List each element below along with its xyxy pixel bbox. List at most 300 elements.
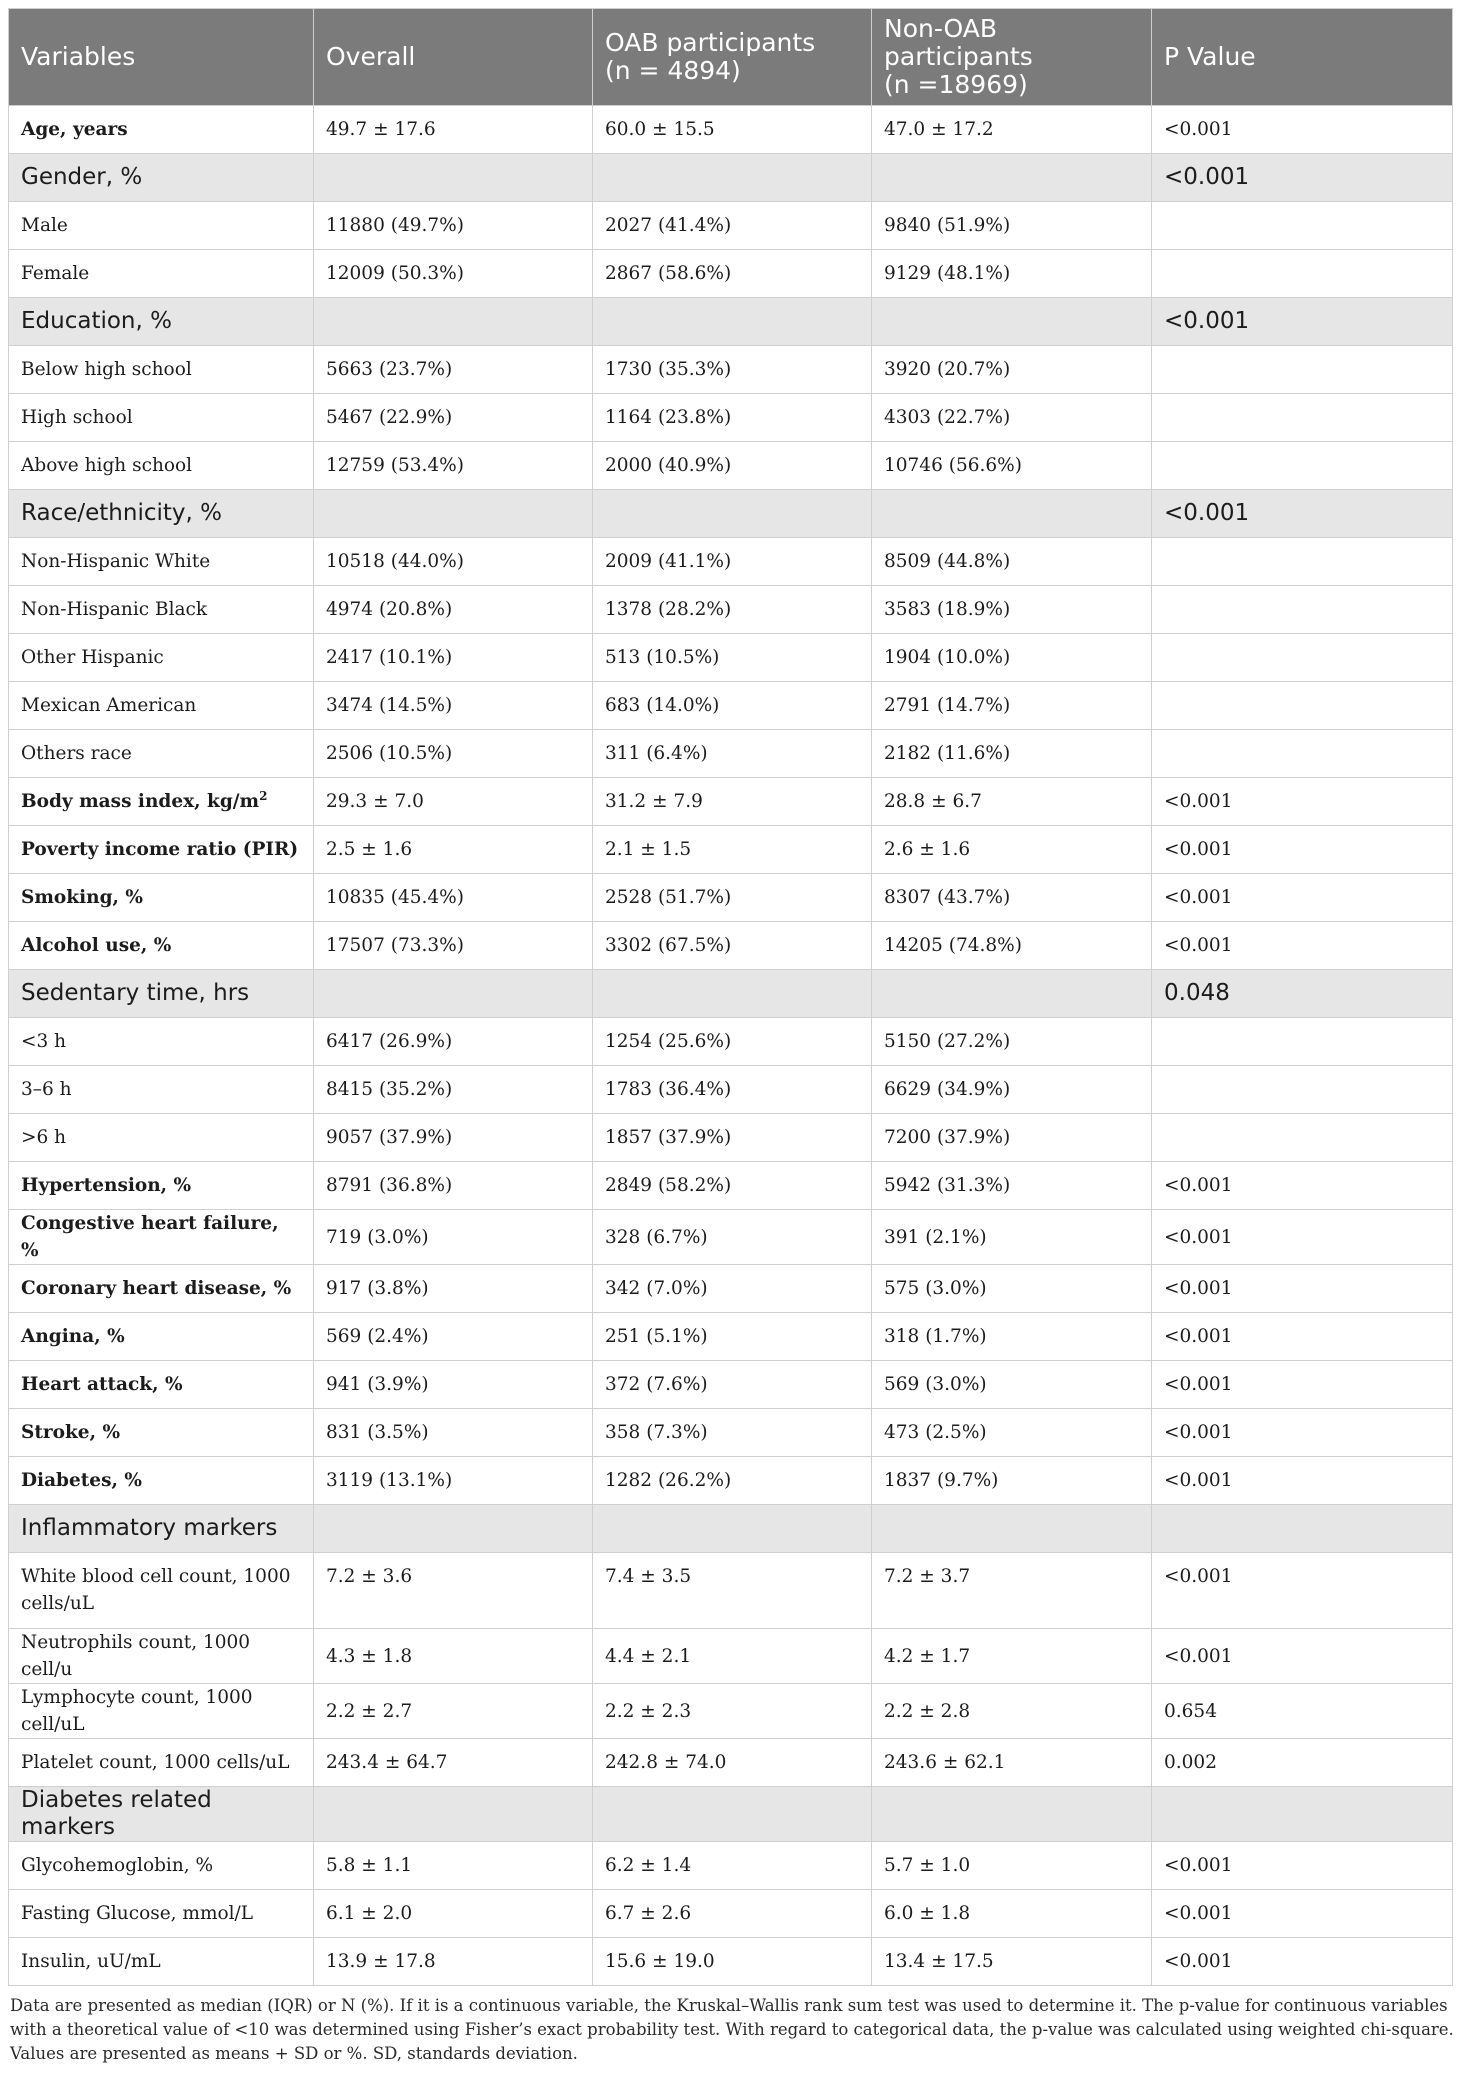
cell-value: 6.7 ± 2.6 bbox=[605, 1903, 692, 1924]
non-oab-cell bbox=[872, 922, 1152, 970]
section-header-row bbox=[9, 298, 1453, 346]
variable-cell bbox=[9, 538, 314, 586]
variable-label: Below high school bbox=[21, 359, 192, 380]
cell-value: 6.0 ± 1.8 bbox=[884, 1903, 971, 1924]
oab-cell bbox=[593, 442, 872, 490]
overall-cell bbox=[314, 1114, 593, 1162]
cell-value: 28.8 ± 6.7 bbox=[884, 791, 982, 812]
variable-label: Stroke, % bbox=[21, 1422, 121, 1443]
non-oab-cell bbox=[872, 1787, 1152, 1842]
oab-cell bbox=[593, 1629, 872, 1684]
p-value-cell bbox=[1152, 826, 1453, 874]
cell-value: 6.1 ± 2.0 bbox=[326, 1903, 413, 1924]
variable-cell bbox=[9, 922, 314, 970]
oab-cell bbox=[593, 586, 872, 634]
p-value-cell bbox=[1152, 1361, 1453, 1409]
overall-cell bbox=[314, 634, 593, 682]
overall-cell bbox=[314, 1739, 593, 1787]
variable-cell bbox=[9, 394, 314, 442]
p-value-cell bbox=[1152, 874, 1453, 922]
variable-cell bbox=[9, 1018, 314, 1066]
oab-cell bbox=[593, 1505, 872, 1553]
p-value-cell bbox=[1152, 538, 1453, 586]
variable-label: 3–6 h bbox=[21, 1079, 72, 1100]
cell-value: 5942 (31.3%) bbox=[884, 1175, 1011, 1196]
cell-value: 10518 (44.0%) bbox=[326, 551, 464, 572]
non-oab-cell bbox=[872, 1162, 1152, 1210]
p-value-cell bbox=[1152, 634, 1453, 682]
table-row bbox=[9, 1018, 1453, 1066]
non-oab-cell bbox=[872, 538, 1152, 586]
cell-value: 2867 (58.6%) bbox=[605, 263, 732, 284]
oab-cell bbox=[593, 1684, 872, 1739]
variable-label: Gender, % bbox=[21, 164, 143, 190]
variable-cell bbox=[9, 1409, 314, 1457]
cell-value: 8791 (36.8%) bbox=[326, 1175, 453, 1196]
overall-cell bbox=[314, 1457, 593, 1505]
variable-label: Hypertension, % bbox=[21, 1175, 192, 1196]
non-oab-cell bbox=[872, 298, 1152, 346]
variable-label: Others race bbox=[21, 743, 132, 764]
variable-cell bbox=[9, 586, 314, 634]
non-oab-cell bbox=[872, 1409, 1152, 1457]
table-row bbox=[9, 1938, 1453, 1986]
oab-cell bbox=[593, 250, 872, 298]
cell-value: 2.2 ± 2.8 bbox=[884, 1700, 971, 1722]
table-row bbox=[9, 1457, 1453, 1505]
header-row bbox=[9, 9, 1453, 106]
non-oab-cell bbox=[872, 1018, 1152, 1066]
oab-cell bbox=[593, 1787, 872, 1842]
cell-value: 13.4 ± 17.5 bbox=[884, 1951, 994, 1972]
overall-cell bbox=[314, 874, 593, 922]
oab-cell bbox=[593, 1210, 872, 1265]
variable-label: Mexican American bbox=[21, 695, 197, 716]
cell-value: 2506 (10.5%) bbox=[326, 743, 453, 764]
overall-cell bbox=[314, 298, 593, 346]
cell-value: 8509 (44.8%) bbox=[884, 551, 1011, 572]
p-value-cell bbox=[1152, 922, 1453, 970]
overall-cell bbox=[314, 778, 593, 826]
p-value-cell bbox=[1152, 1409, 1453, 1457]
cell-value: 10835 (45.4%) bbox=[326, 887, 464, 908]
cell-value: 358 (7.3%) bbox=[605, 1422, 708, 1443]
cell-value: 243.4 ± 64.7 bbox=[326, 1752, 448, 1773]
cell-value: 2027 (41.4%) bbox=[605, 215, 732, 236]
table-row bbox=[9, 1409, 1453, 1457]
table-row bbox=[9, 826, 1453, 874]
cell-value: 17507 (73.3%) bbox=[326, 935, 464, 956]
cell-value: 4.2 ± 1.7 bbox=[884, 1645, 971, 1667]
cell-value: 15.6 ± 19.0 bbox=[605, 1951, 715, 1972]
cell-value: <0.001 bbox=[1164, 1566, 1233, 1587]
cell-value: 4.3 ± 1.8 bbox=[326, 1645, 413, 1667]
cell-value: 12759 (53.4%) bbox=[326, 455, 464, 476]
oab-cell bbox=[593, 1890, 872, 1938]
cell-value: 4303 (22.7%) bbox=[884, 407, 1011, 428]
oab-cell bbox=[593, 394, 872, 442]
cell-value: 29.3 ± 7.0 bbox=[326, 791, 424, 812]
oab-cell bbox=[593, 634, 872, 682]
cell-value: 2791 (14.7%) bbox=[884, 695, 1011, 716]
cell-value: 0.654 bbox=[1164, 1700, 1217, 1722]
cell-value: 1783 (36.4%) bbox=[605, 1079, 732, 1100]
oab-cell bbox=[593, 778, 872, 826]
variable-label: Neutrophils count, 1000 cell/u bbox=[21, 1632, 251, 1680]
header-oab: OAB participants (n = 4894) bbox=[593, 9, 872, 106]
oab-cell bbox=[593, 1842, 872, 1890]
table-row bbox=[9, 922, 1453, 970]
cell-value: <0.001 bbox=[1164, 791, 1233, 812]
overall-cell bbox=[314, 202, 593, 250]
cell-value: 4974 (20.8%) bbox=[326, 599, 453, 620]
variable-label: Inflammatory markers bbox=[21, 1515, 278, 1541]
p-value-cell bbox=[1152, 1787, 1453, 1842]
cell-value: 513 (10.5%) bbox=[605, 647, 720, 668]
p-value-cell bbox=[1152, 730, 1453, 778]
cell-value: 251 (5.1%) bbox=[605, 1326, 708, 1347]
oab-cell bbox=[593, 346, 872, 394]
variable-label: Congestive heart failure, % bbox=[21, 1213, 279, 1261]
table-row bbox=[9, 1890, 1453, 1938]
variable-cell bbox=[9, 1553, 314, 1629]
non-oab-cell bbox=[872, 1684, 1152, 1739]
overall-cell bbox=[314, 394, 593, 442]
section-header-row bbox=[9, 154, 1453, 202]
overall-cell bbox=[314, 1018, 593, 1066]
overall-cell bbox=[314, 538, 593, 586]
p-value-cell bbox=[1152, 1457, 1453, 1505]
cell-value: 7.2 ± 3.7 bbox=[884, 1566, 971, 1587]
table-row bbox=[9, 1265, 1453, 1313]
cell-value: <0.001 bbox=[1164, 1278, 1233, 1299]
p-value-cell bbox=[1152, 1210, 1453, 1265]
cell-value: 1857 (37.9%) bbox=[605, 1127, 732, 1148]
overall-cell bbox=[314, 1890, 593, 1938]
variable-cell bbox=[9, 1739, 314, 1787]
cell-value: <0.001 bbox=[1164, 1422, 1233, 1443]
section-header-row bbox=[9, 970, 1453, 1018]
variable-label: Education, % bbox=[21, 308, 172, 334]
cell-value: 5.8 ± 1.1 bbox=[326, 1855, 413, 1876]
variable-cell bbox=[9, 1066, 314, 1114]
variable-label: Female bbox=[21, 263, 90, 284]
cell-value: 5.7 ± 1.0 bbox=[884, 1855, 971, 1876]
variable-label: Glycohemoglobin, % bbox=[21, 1855, 214, 1876]
variable-cell bbox=[9, 1787, 314, 1842]
overall-cell bbox=[314, 1938, 593, 1986]
oab-cell bbox=[593, 1313, 872, 1361]
cell-value: 2.2 ± 2.7 bbox=[326, 1700, 413, 1722]
variable-cell bbox=[9, 1210, 314, 1265]
table-row bbox=[9, 106, 1453, 154]
variable-cell bbox=[9, 1361, 314, 1409]
cell-value: <0.001 bbox=[1164, 1470, 1233, 1491]
cell-value: <0.001 bbox=[1164, 839, 1233, 860]
header-p-value: P Value bbox=[1152, 9, 1453, 106]
p-value-cell bbox=[1152, 1265, 1453, 1313]
cell-value: 4.4 ± 2.1 bbox=[605, 1645, 692, 1667]
non-oab-cell bbox=[872, 874, 1152, 922]
p-value-cell bbox=[1152, 1684, 1453, 1739]
cell-value: 8415 (35.2%) bbox=[326, 1079, 453, 1100]
table-container bbox=[8, 8, 1452, 2066]
p-value-cell bbox=[1152, 394, 1453, 442]
overall-cell bbox=[314, 970, 593, 1018]
variable-cell bbox=[9, 1684, 314, 1739]
overall-cell bbox=[314, 442, 593, 490]
variable-label: White blood cell count, 1000 cells/uL bbox=[21, 1566, 291, 1614]
p-value-cell bbox=[1152, 106, 1453, 154]
variable-cell bbox=[9, 1842, 314, 1890]
variable-cell bbox=[9, 1114, 314, 1162]
cell-value: 7200 (37.9%) bbox=[884, 1127, 1011, 1148]
oab-cell bbox=[593, 1066, 872, 1114]
cell-value: 569 (3.0%) bbox=[884, 1374, 987, 1395]
table-row bbox=[9, 250, 1453, 298]
variable-cell bbox=[9, 874, 314, 922]
cell-value: <0.001 bbox=[1164, 1951, 1233, 1972]
non-oab-cell bbox=[872, 1066, 1152, 1114]
table-row bbox=[9, 634, 1453, 682]
cell-value: 2.5 ± 1.6 bbox=[326, 839, 413, 860]
cell-value: 2009 (41.1%) bbox=[605, 551, 732, 572]
variable-label: Race/ethnicity, % bbox=[21, 500, 222, 526]
overall-cell bbox=[314, 1505, 593, 1553]
section-header-row bbox=[9, 1787, 1453, 1842]
cell-value: 1378 (28.2%) bbox=[605, 599, 732, 620]
table-row bbox=[9, 1162, 1453, 1210]
variable-cell bbox=[9, 106, 314, 154]
table-row bbox=[9, 394, 1453, 442]
cell-value: <0.001 bbox=[1164, 119, 1233, 140]
cell-value: 243.6 ± 62.1 bbox=[884, 1752, 1006, 1773]
cell-value: 2.2 ± 2.3 bbox=[605, 1700, 692, 1722]
oab-cell bbox=[593, 490, 872, 538]
cell-value: 1837 (9.7%) bbox=[884, 1470, 999, 1491]
cell-value: <0.001 bbox=[1164, 164, 1250, 190]
overall-cell bbox=[314, 1162, 593, 1210]
variable-label: Poverty income ratio (PIR) bbox=[21, 839, 299, 860]
variable-label: Body mass index, kg/m bbox=[21, 791, 260, 812]
variable-label: Non-Hispanic Black bbox=[21, 599, 208, 620]
variable-cell bbox=[9, 1505, 314, 1553]
variable-label: Diabetes related markers bbox=[21, 1787, 212, 1840]
non-oab-cell bbox=[872, 202, 1152, 250]
variable-cell bbox=[9, 1629, 314, 1684]
variable-cell bbox=[9, 682, 314, 730]
cell-value: 10746 (56.6%) bbox=[884, 455, 1022, 476]
cell-value: 2849 (58.2%) bbox=[605, 1175, 732, 1196]
cell-value: <0.001 bbox=[1164, 1226, 1233, 1248]
p-value-cell bbox=[1152, 202, 1453, 250]
oab-cell bbox=[593, 1162, 872, 1210]
cell-value: 9057 (37.9%) bbox=[326, 1127, 453, 1148]
cell-value: <0.001 bbox=[1164, 308, 1250, 334]
non-oab-cell bbox=[872, 730, 1152, 778]
non-oab-cell bbox=[872, 1629, 1152, 1684]
non-oab-cell bbox=[872, 1938, 1152, 1986]
table-row bbox=[9, 730, 1453, 778]
cell-value: 2.1 ± 1.5 bbox=[605, 839, 692, 860]
cell-value: 5663 (23.7%) bbox=[326, 359, 453, 380]
oab-cell bbox=[593, 1739, 872, 1787]
overall-cell bbox=[314, 346, 593, 394]
table-row bbox=[9, 682, 1453, 730]
cell-value: 2182 (11.6%) bbox=[884, 743, 1011, 764]
p-value-cell bbox=[1152, 490, 1453, 538]
cell-value: <0.001 bbox=[1164, 1855, 1233, 1876]
table-row bbox=[9, 778, 1453, 826]
cell-value: 1164 (23.8%) bbox=[605, 407, 732, 428]
p-value-cell bbox=[1152, 778, 1453, 826]
table-row bbox=[9, 1361, 1453, 1409]
cell-value: 391 (2.1%) bbox=[884, 1226, 987, 1248]
cell-value: 2417 (10.1%) bbox=[326, 647, 453, 668]
cell-value: 831 (3.5%) bbox=[326, 1422, 429, 1443]
p-value-cell bbox=[1152, 1553, 1453, 1629]
variable-cell bbox=[9, 1890, 314, 1938]
table-row bbox=[9, 586, 1453, 634]
variable-cell bbox=[9, 442, 314, 490]
p-value-cell bbox=[1152, 1890, 1453, 1938]
table-row bbox=[9, 1684, 1453, 1739]
variable-label: Lymphocyte count, 1000 cell/uL bbox=[21, 1687, 253, 1735]
table-row bbox=[9, 1114, 1453, 1162]
overall-cell bbox=[314, 1066, 593, 1114]
p-value-cell bbox=[1152, 442, 1453, 490]
cell-value: 9129 (48.1%) bbox=[884, 263, 1011, 284]
section-header-row bbox=[9, 1505, 1453, 1553]
cell-value: 1730 (35.3%) bbox=[605, 359, 732, 380]
cell-value: 3920 (20.7%) bbox=[884, 359, 1011, 380]
non-oab-cell bbox=[872, 346, 1152, 394]
cell-value: 31.2 ± 7.9 bbox=[605, 791, 703, 812]
oab-cell bbox=[593, 538, 872, 586]
cell-value: 12009 (50.3%) bbox=[326, 263, 464, 284]
cell-value: 1282 (26.2%) bbox=[605, 1470, 732, 1491]
variable-cell bbox=[9, 346, 314, 394]
variable-label: >6 h bbox=[21, 1127, 67, 1148]
cell-value: 0.048 bbox=[1164, 980, 1230, 1006]
cell-value: 60.0 ± 15.5 bbox=[605, 119, 715, 140]
cell-value: <0.001 bbox=[1164, 1175, 1233, 1196]
cell-value: 0.002 bbox=[1164, 1752, 1217, 1773]
oab-cell bbox=[593, 970, 872, 1018]
table-row bbox=[9, 1553, 1453, 1629]
variable-cell bbox=[9, 250, 314, 298]
non-oab-cell bbox=[872, 586, 1152, 634]
overall-cell bbox=[314, 586, 593, 634]
variable-label: High school bbox=[21, 407, 133, 428]
cell-value: 49.7 ± 17.6 bbox=[326, 119, 436, 140]
variable-cell bbox=[9, 1938, 314, 1986]
p-value-cell bbox=[1152, 682, 1453, 730]
p-value-cell bbox=[1152, 1505, 1453, 1553]
header-variables: Variables bbox=[9, 9, 314, 106]
variable-cell bbox=[9, 202, 314, 250]
cell-value: 5150 (27.2%) bbox=[884, 1031, 1011, 1052]
cell-value: 14205 (74.8%) bbox=[884, 935, 1022, 956]
p-value-cell bbox=[1152, 250, 1453, 298]
variable-cell bbox=[9, 298, 314, 346]
cell-value: <0.001 bbox=[1164, 1326, 1233, 1347]
section-header-row bbox=[9, 490, 1453, 538]
cell-value: 311 (6.4%) bbox=[605, 743, 708, 764]
cell-value: 9840 (51.9%) bbox=[884, 215, 1011, 236]
variable-label: Other Hispanic bbox=[21, 647, 164, 668]
cell-value: 2528 (51.7%) bbox=[605, 887, 732, 908]
overall-cell bbox=[314, 1629, 593, 1684]
p-value-cell bbox=[1152, 1938, 1453, 1986]
cell-value: 473 (2.5%) bbox=[884, 1422, 987, 1443]
table-row bbox=[9, 874, 1453, 922]
cell-value: 242.8 ± 74.0 bbox=[605, 1752, 727, 1773]
variable-cell bbox=[9, 730, 314, 778]
cell-value: <0.001 bbox=[1164, 1645, 1233, 1667]
table-row bbox=[9, 1313, 1453, 1361]
variable-label: Age, years bbox=[21, 119, 128, 140]
overall-cell bbox=[314, 1684, 593, 1739]
p-value-cell bbox=[1152, 1842, 1453, 1890]
variable-label: Male bbox=[21, 215, 68, 236]
cell-value: 47.0 ± 17.2 bbox=[884, 119, 994, 140]
cell-value: 6.2 ± 1.4 bbox=[605, 1855, 692, 1876]
p-value-cell bbox=[1152, 586, 1453, 634]
oab-cell bbox=[593, 106, 872, 154]
variable-cell bbox=[9, 826, 314, 874]
cell-value: <0.001 bbox=[1164, 1374, 1233, 1395]
non-oab-cell bbox=[872, 442, 1152, 490]
overall-cell bbox=[314, 250, 593, 298]
non-oab-cell bbox=[872, 778, 1152, 826]
oab-cell bbox=[593, 1114, 872, 1162]
variable-cell bbox=[9, 1313, 314, 1361]
cell-value: <0.001 bbox=[1164, 500, 1250, 526]
cell-value: 2.6 ± 1.6 bbox=[884, 839, 971, 860]
table-row bbox=[9, 1066, 1453, 1114]
cell-value: 683 (14.0%) bbox=[605, 695, 720, 716]
cell-value: <0.001 bbox=[1164, 1903, 1233, 1924]
non-oab-cell bbox=[872, 634, 1152, 682]
header-non-oab: Non-OAB participants (n =18969) bbox=[872, 9, 1152, 106]
overall-cell bbox=[314, 922, 593, 970]
oab-cell bbox=[593, 1018, 872, 1066]
variable-label: <3 h bbox=[21, 1031, 67, 1052]
overall-cell bbox=[314, 154, 593, 202]
overall-cell bbox=[314, 826, 593, 874]
cell-value: 2000 (40.9%) bbox=[605, 455, 732, 476]
non-oab-cell bbox=[872, 490, 1152, 538]
non-oab-cell bbox=[872, 1842, 1152, 1890]
non-oab-cell bbox=[872, 970, 1152, 1018]
table-row bbox=[9, 1739, 1453, 1787]
cell-value: <0.001 bbox=[1164, 935, 1233, 956]
variable-label: Platelet count, 1000 cells/uL bbox=[21, 1752, 290, 1773]
non-oab-cell bbox=[872, 394, 1152, 442]
p-value-cell bbox=[1152, 1018, 1453, 1066]
non-oab-cell bbox=[872, 682, 1152, 730]
cell-value: 3119 (13.1%) bbox=[326, 1470, 453, 1491]
table-header bbox=[9, 9, 1453, 106]
variable-label: Insulin, uU/mL bbox=[21, 1951, 161, 1972]
cell-value: 328 (6.7%) bbox=[605, 1226, 708, 1248]
cell-value: 318 (1.7%) bbox=[884, 1326, 987, 1347]
overall-cell bbox=[314, 1409, 593, 1457]
p-value-cell bbox=[1152, 298, 1453, 346]
cell-value: 13.9 ± 17.8 bbox=[326, 1951, 436, 1972]
p-value-cell bbox=[1152, 1162, 1453, 1210]
